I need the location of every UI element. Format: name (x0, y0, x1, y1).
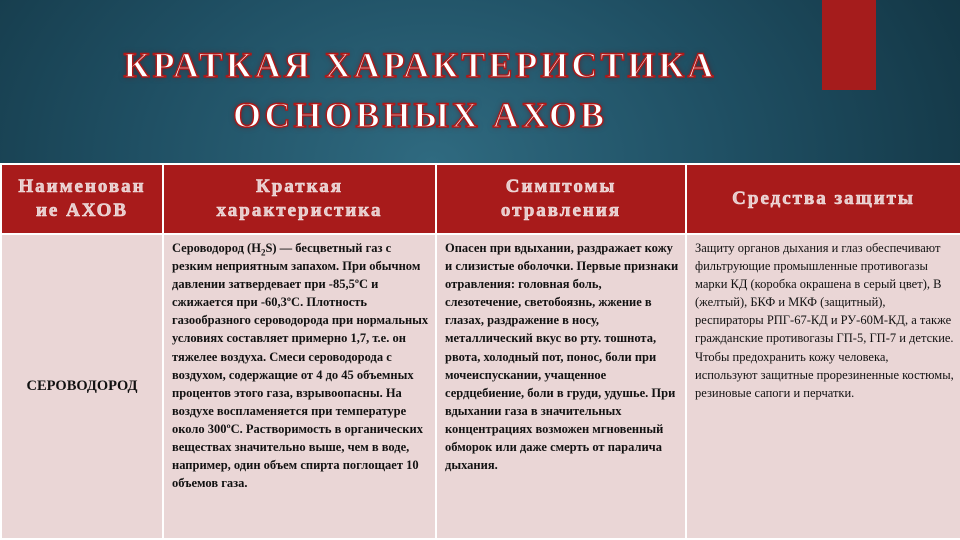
cell-protection: Защиту органов дыхания и глаз обеспечивают фильтрующие промышленные противогазы марки КД (коробка окрашена в серый цвет), В (желтый), БКФ и МКФ (защитный), респираторы РПГ-67-КД и РУ-60М-КД, а также гражданские противогазы ГП-5, ГП-7 и детские. Чтобы предохранить кожу человека, используют защитные прорезиненные костюмы, резиновые сапоги и перчатки. (686, 234, 960, 539)
header-protection: Средства защиты (686, 164, 960, 234)
characteristic-text-start: Сероводород (H (172, 241, 261, 255)
header-name: Наименован ие АХОВ (1, 164, 163, 234)
cell-substance-name: СЕРОВОДОРОД (1, 234, 163, 539)
cell-characteristic (163, 234, 436, 539)
table-row (1, 234, 960, 539)
slide-title-line-2: ОСНОВНЫХ АХОВ (233, 95, 607, 135)
characteristic-text-rest: S) — бесцветный газ с резким неприятным запахом. При обычном давлении затвердевает при -85,5ºС и сжижается при -60,3ºС. Плотность газообразного сероводорода при нормальных условиях составляет примерно 1,7, т.е. он тяжелее воздуха. Смеси сероводорода с воздухом, содержащие от 4 до 45 объемных процентов этого газа, взрывоопасны. На воздухе воспламеняется при температуре около 300ºС. Растворимость в органических веществах значительно выше, чем в воде, например, один объем спирта поглощает 10 объемов газа. (172, 241, 429, 491)
table-header-row (1, 164, 960, 234)
header-symptoms: Симптомы отравления (436, 164, 686, 234)
cell-symptoms: Опасен при вдыхании, раздражает кожу и слизистые оболочки. Первые признаки отравления: головная боль, слезотечение, светобоязнь, жжение в глазах, раздражение в носу, металлический вкус во рту. тошнота, рвота, холодный пот, понос, боли при мочеиспускании, учащенное сердцебиение, боли в груди, удушье. При вдыхании газа в значительных концентрациях возможен мгновенный обморок или даже смерть от паралича дыхания. (436, 234, 686, 539)
slide-title (60, 40, 780, 140)
accent-bar (822, 0, 876, 90)
slide-title-line-1: КРАТКАЯ ХАРАКТЕРИСТИКА (123, 45, 717, 85)
ahov-table (0, 163, 960, 540)
characteristic-subscript: 2 (260, 247, 266, 258)
header-characteristic: Краткая характеристика (163, 164, 436, 234)
